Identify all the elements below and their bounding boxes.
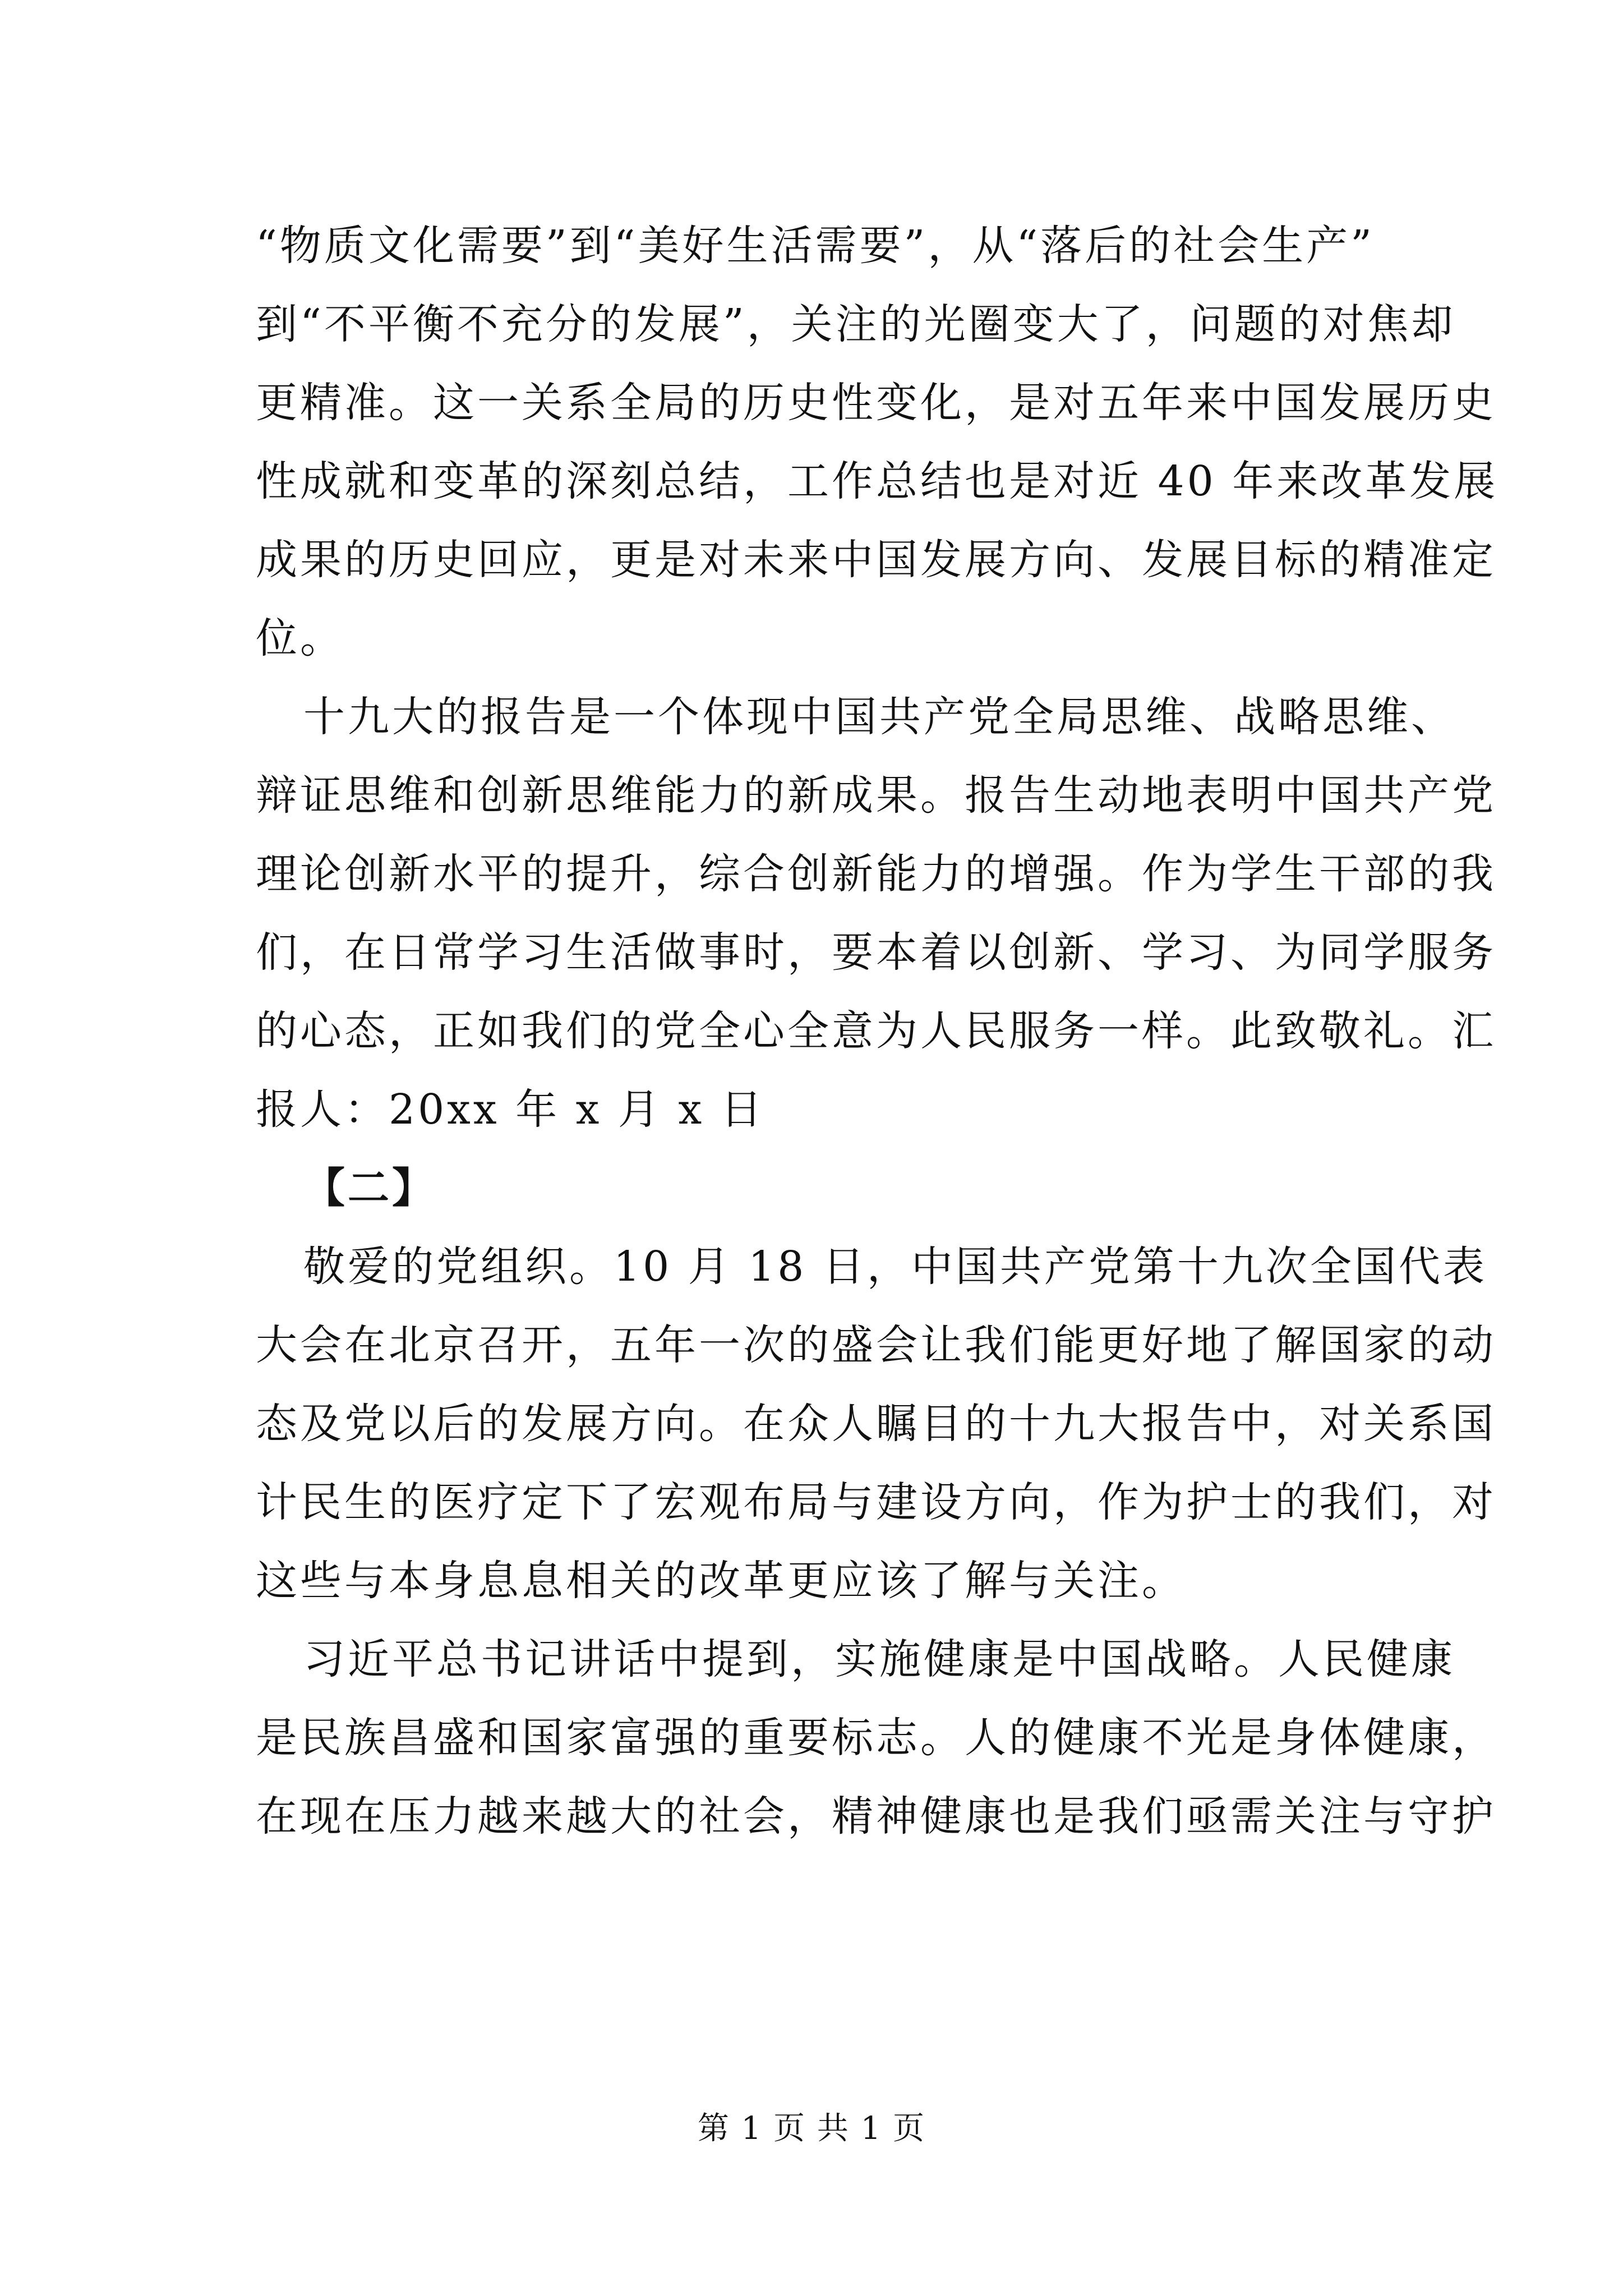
paragraph-line: 辩证思维和创新思维能力的新成果。报告生动地表明中国共产党: [256, 771, 1496, 820]
paragraph-line: 到“不平衡不充分的发展”，关注的光圈变大了，问题的对焦却: [256, 300, 1456, 348]
paragraph-line: 是民族昌盛和国家富强的重要标志。人的健康不光是身体健康，: [256, 1714, 1496, 1762]
paragraph-line: 敬爱的党组织。10 月 18 日，中国共产党第十九次全国代表: [303, 1243, 1487, 1291]
paragraph-line: 更精准。这一关系全局的历史性变化，是对五年来中国发展历史: [256, 379, 1496, 427]
paragraph-line: 十九大的报告是一个体现中国共产党全局思维、战略思维、: [303, 693, 1455, 741]
page-footer: 第 1 页 共 1 页: [697, 2110, 926, 2147]
paragraph-line: 态及党以后的发展方向。在众人瞩目的十九大报告中，对关系国: [256, 1400, 1496, 1448]
paragraph-line: 计民生的医疗定下了宏观布局与建设方向，作为护士的我们，对: [256, 1478, 1496, 1526]
paragraph-line: 理论创新水平的提升，综合创新能力的增强。作为学生干部的我: [256, 850, 1496, 898]
paragraph-line: 习近平总书记讲话中提到，实施健康是中国战略。人民健康: [303, 1635, 1455, 1683]
section-heading: 【二】: [303, 1164, 436, 1212]
paragraph-line: 们，在日常学习生活做事时，要本着以创新、学习、为同学服务: [256, 928, 1496, 977]
paragraph-line: “物质文化需要”到“美好生活需要”，从“落后的社会生产”: [256, 222, 1375, 270]
paragraph-line: 成果的历史回应，更是对未来中国发展方向、发展目标的精准定: [256, 536, 1496, 584]
paragraph-line: 在现在压力越来越大的社会，精神健康也是我们亟需关注与守护: [256, 1792, 1496, 1841]
paragraph-line: 这些与本身息息相关的改革更应该了解与关注。: [256, 1557, 1186, 1605]
paragraph-line: 报人：20xx 年 x 月 x 日: [256, 1085, 765, 1134]
paragraph-line: 的心态，正如我们的党全心全意为人民服务一样。此致敬礼。汇: [256, 1007, 1496, 1055]
paragraph-line: 位。: [256, 614, 344, 662]
paragraph-line: 大会在北京召开，五年一次的盛会让我们能更好地了解国家的动: [256, 1321, 1496, 1369]
paragraph-line: 性成就和变革的深刻总结，工作总结也是对近 40 年来改革发展: [256, 457, 1498, 505]
